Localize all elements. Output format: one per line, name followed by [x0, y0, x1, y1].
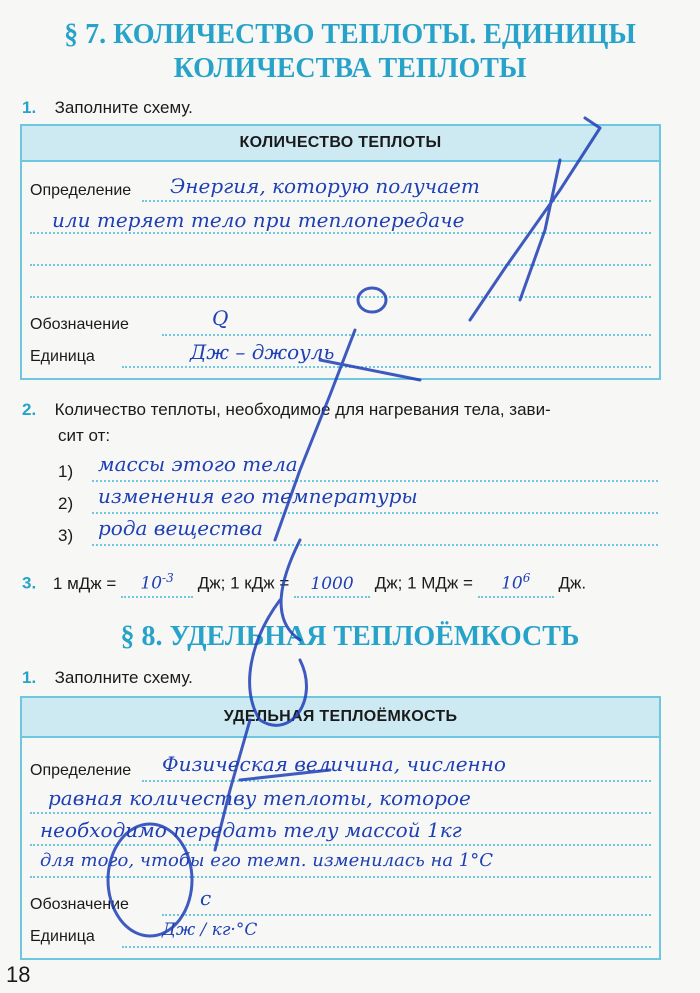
definition-label: Определение [30, 762, 132, 779]
task-text-line2: сит от: [58, 426, 111, 445]
task-text: Заполните схему. [54, 668, 193, 687]
answer-line [162, 334, 651, 336]
heat-quantity-scheme [20, 124, 661, 380]
specific-heat-scheme [20, 696, 661, 960]
answer-line [162, 914, 651, 916]
definition-answer-line1: Энергия, которую получает [170, 174, 480, 198]
conversion-answer: $10^6$ [478, 566, 554, 598]
symbol-answer: Q [212, 306, 229, 330]
answer-line [142, 780, 651, 782]
answer-line [122, 366, 651, 368]
answer-line [30, 296, 651, 298]
task-text-line1: Количество теплоты, необходимое для нагревания тела, зави- [54, 400, 551, 419]
answer-line [30, 264, 651, 266]
answer-line [92, 480, 658, 482]
scheme-header: УДЕЛЬНАЯ ТЕПЛОЁМКОСТЬ [22, 698, 659, 738]
section8-title: § 8. УДЕЛЬНАЯ ТЕПЛОЁМКОСТЬ [120, 621, 580, 652]
section7-title-line2: КОЛИЧЕСТВА ТЕПЛОТЫ [173, 53, 527, 84]
list-item-answer: изменения его температуры [98, 484, 418, 508]
unit-answer: Дж / кг·°С [162, 920, 258, 940]
task-text: Заполните схему. [54, 98, 193, 117]
unit-conversion-text: Дж; 1 МДж = [374, 573, 473, 593]
list-item-number: 2) [58, 494, 74, 513]
unit-label: Единица [30, 928, 95, 945]
answer-line [92, 544, 658, 546]
task-number: 1. [22, 668, 37, 687]
page-number: 18 [6, 962, 31, 987]
list-item-answer: рода вещества [98, 516, 263, 540]
task-number: 2. [22, 400, 37, 419]
conversion-answer: 1000 [294, 572, 370, 598]
conversion-answer: $10^{-3}$ [121, 566, 193, 598]
list-item-number: 3) [58, 526, 74, 545]
answer-line [30, 232, 651, 234]
task1-row [22, 96, 193, 120]
unit-answer: Дж – джоуль [190, 340, 335, 364]
answer-line [30, 844, 651, 846]
unit-label: Единица [30, 348, 95, 365]
definition-answer-line3: необходимо передать телу массой 1кг [40, 818, 462, 842]
answer-line [92, 512, 658, 514]
list-item-answer: массы этого тела [98, 452, 298, 476]
task-number: 1. [22, 98, 37, 117]
task1-row [22, 666, 193, 690]
definition-answer-line1: Физическая величина, численно [162, 752, 506, 776]
unit-conversion-text: Дж. [558, 573, 587, 593]
answer-line [30, 812, 651, 814]
definition-answer-line2: равная количеству теплоты, которое [48, 786, 471, 810]
symbol-answer: c [200, 886, 212, 910]
answer-line [122, 946, 651, 948]
definition-label: Определение [30, 182, 132, 199]
task2 [22, 398, 672, 422]
definition-answer-line4: для того, чтобы его темп. изменилась на 1°С [40, 850, 494, 871]
answer-line [142, 200, 651, 202]
definition-answer-line2: или теряет тело при теплопередаче [52, 208, 465, 232]
section7-title-line1: § 7. КОЛИЧЕСТВО ТЕПЛОТЫ. ЕДИНИЦЫ [64, 19, 636, 50]
answer-line [30, 876, 651, 878]
scheme-header: КОЛИЧЕСТВО ТЕПЛОТЫ [22, 126, 659, 162]
symbol-label: Обозначение [30, 316, 129, 333]
task-number: 3. [22, 573, 37, 593]
unit-conversion-text: Дж; 1 кДж = [197, 573, 290, 593]
symbol-label: Обозначение [30, 896, 129, 913]
list-item-number: 1) [58, 462, 74, 481]
task3 [22, 566, 692, 598]
unit-conversion-text: 1 мДж = [52, 573, 117, 593]
